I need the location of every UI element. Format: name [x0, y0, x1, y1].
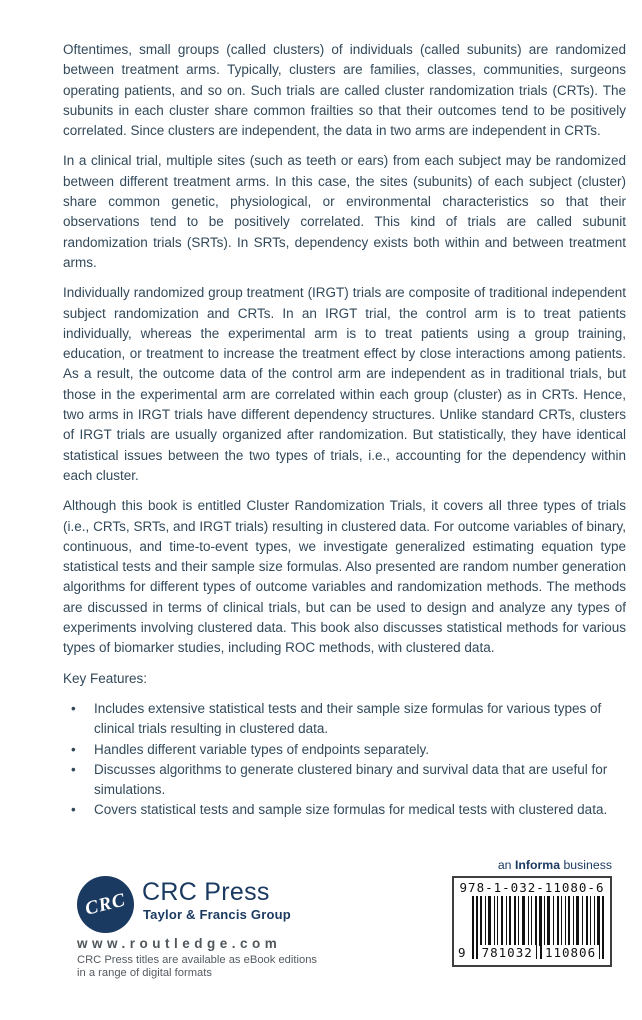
- crc-logo-icon: [77, 876, 134, 933]
- barcode-bar: [557, 896, 559, 946]
- barcode-guard-bar: [602, 896, 604, 959]
- barcode-bar: [565, 896, 566, 946]
- blurb-text-block: [63, 40, 626, 821]
- barcode-bar: [509, 896, 511, 946]
- barcode-bar: [514, 896, 516, 946]
- barcode-guard-bar: [472, 896, 474, 959]
- informa-prefix: an: [497, 858, 512, 872]
- barcode-bar: [531, 896, 532, 946]
- barcode-bar: [568, 896, 570, 946]
- barcode-bar: [547, 896, 550, 946]
- barcode-bar: [553, 896, 554, 946]
- barcode-bar: [561, 896, 562, 946]
- publisher-group: Taylor & Francis Group: [143, 907, 291, 922]
- paragraph-book-scope: Although this book is entitled Cluster Randomization Trials, it covers all three types of trials (i.e., CRTs, SRTs, and IRGT trials) resulting in clustered data. For outcome variables of binary, continuous, and time-to-event types, we investigate generalized estimating equation type statistical tests and their sample size formulas. Also presented are random number generation algorithms for different types of outcome variables and randomization methods. The methods are discussed in terms of clinical trials, but can be used to design and analyze any types of experiments involving clustered data. This book also discusses statistical methods for various types of biomarker studies, including ROC methods, with clustered data.: [63, 498, 626, 656]
- barcode-bar: [518, 896, 519, 946]
- list-item: [63, 800, 626, 820]
- barcode-bar: [494, 896, 495, 946]
- bullet-icon: •: [71, 700, 76, 716]
- paragraph-srt: In a clinical trial, multiple sites (such as teeth or ears) from each subject may be randomized between different treatment arms. In this case, the sites (subunits) of each subject (cluster) share common genetic, physiological, or environmental characteristics so that their observations tend to be positively correlated. This kind of trials are called subunit randomization trials (SRTs). In SRTs, dependency exists both within and between treatment arms.: [63, 153, 626, 270]
- key-features-list: [63, 699, 626, 821]
- barcode-bar: [576, 896, 579, 946]
- barcode: [452, 876, 612, 967]
- key-features-heading: Key Features:: [63, 670, 148, 686]
- ebook-note-line1: CRC Press titles are available as eBook editions: [77, 954, 318, 966]
- barcode-bar: [497, 896, 498, 946]
- list-item: [63, 699, 626, 740]
- barcode-bar: [586, 896, 588, 946]
- paragraph-crt: Oftentimes, small groups (called clusters) of individuals (called subunits) are randomized between treatment arms. Typically, clusters are families, classes, communities, surgeons operating patients, and so on. Such trials are called cluster randomization trials (CRTs). The subunits in each cluster share common frailties so that their outcomes tend to be positively correlated. Since clusters are independent, the data in two arms are independent in CRTs.: [63, 42, 626, 139]
- barcode-bar: [485, 896, 486, 946]
- bullet-icon: •: [71, 761, 76, 777]
- barcode-bars: [472, 896, 604, 962]
- list-item-text: Covers statistical tests and sample size formulas for medical tests with clustered data.: [94, 802, 608, 818]
- isbn-number: 978-1-032-11080-6: [459, 880, 605, 895]
- barcode-bar: [573, 896, 574, 946]
- list-item: [63, 740, 626, 760]
- ean-digits-left-group: 781032: [479, 945, 536, 960]
- bullet-icon: •: [71, 802, 76, 818]
- paragraph-irgt: Individually randomized group treatment (IRGT) trials are composite of traditional independent subject randomization and CRTs. In an IRGT trial, the control arm is to treat patients individually, whereas the experimental arm is to treat patients using a group training, education, or treatment to increase the treatment effect by close interactions among patients. As a result, the outcome data of the control arm are independent as in traditional trials, but those in the experimental arm are correlated within each group (cluster) as in CRTs. Hence, two arms in IRGT trials have different dependency structures. Unlike standard CRTs, clusters of IRGT trials are usually organized after randomization. But statistically, they have identical statistical issues between the two types of trials, i.e., accounting for the dependency within each cluster.: [63, 285, 626, 483]
- crc-logo-text: CRC: [82, 888, 128, 920]
- barcode-bar: [480, 896, 482, 946]
- ean-leading-digit: 9: [458, 945, 466, 960]
- barcode-bar: [544, 896, 545, 946]
- barcode-bar: [594, 896, 595, 946]
- informa-name: Informa: [514, 858, 561, 872]
- barcode-bar: [590, 896, 591, 946]
- publisher-name: CRC Press: [142, 878, 270, 906]
- informa-suffix: business: [563, 858, 612, 872]
- barcode-bar: [582, 896, 583, 946]
- barcode-bar: [488, 896, 491, 946]
- ean-digits-right-group: 110806: [542, 945, 599, 960]
- list-item-text: Includes extensive statistical tests and their sample size formulas for various types of clinical trials resulting in clustered data.: [94, 700, 602, 737]
- informa-business-line: [498, 858, 612, 872]
- publisher-website: www.routledge.com: [77, 936, 282, 951]
- ebook-note-line2: in a range of digital formats: [77, 967, 212, 979]
- barcode-bar: [528, 896, 529, 946]
- bullet-icon: •: [71, 741, 76, 757]
- list-item-text: Discusses algorithms to generate clustered binary and survival data that are useful for simulations.: [94, 761, 608, 798]
- list-item: [63, 760, 626, 801]
- list-item-text: Handles different variable types of endpoints separately.: [94, 741, 429, 757]
- barcode-bar: [522, 896, 525, 946]
- barcode-bar: [501, 896, 503, 946]
- barcode-bar: [506, 896, 507, 946]
- barcode-bar-row: [472, 896, 604, 946]
